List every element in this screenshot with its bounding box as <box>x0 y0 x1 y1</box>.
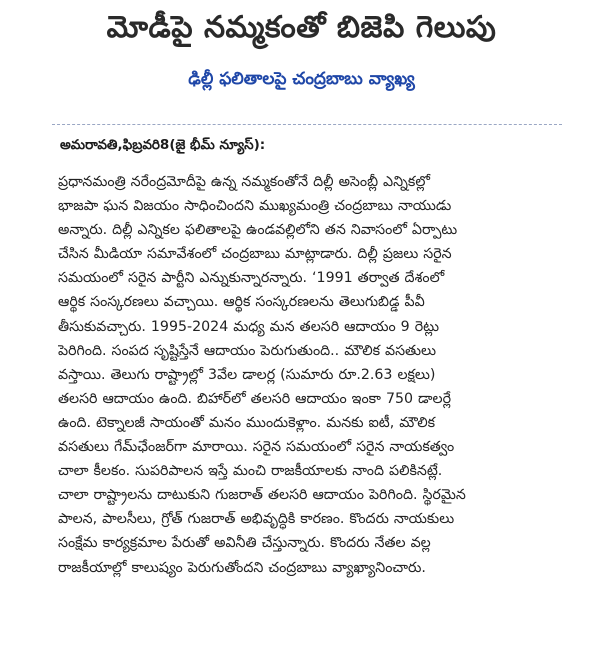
body-line: రాజకీయాల్లో కాలుష్యం పెరుగుతోందని చంద్రబాబు వ్యాఖ్యానించారు. <box>58 559 426 576</box>
article-subheadline: ఢిల్లీ ఫలితాలపై చంద్రబాబు వ్యాఖ్య <box>188 69 415 89</box>
body-line: చాలా కీలకం. సుపరిపాలన ఇస్తే మంచి రాజకీయాలకు నాంది పలికినట్లే. <box>58 463 443 480</box>
article-dateline: అమరావతి,ఫిబ్రవరి8(జై భీమ్ న్యూస్): <box>60 137 266 153</box>
body-line: ఉంది. టెక్నాలజీ సాయంతో మనం ముందుకెళ్లాం. మనకు ఐటీ, మౌలిక <box>58 414 436 431</box>
body-line: పెరిగింది. సంపద సృష్టిస్తేనే ఆదాయం పెరుగుతుంది.. మౌలిక వసతులు <box>58 342 436 359</box>
article-headline: మోడీపై నమ్మకంతో బిజెపి గెలుపు <box>106 10 497 45</box>
body-line: సంక్షేమ కార్యక్రమాల పేరుతో అవినీతి చేస్తున్నారు. కొందరు నేతల వల్ల <box>58 535 431 552</box>
body-line: సమయంలో సరైన పార్టీని ఎన్నుకున్నారన్నారు. ‘1991 తర్వాత దేశంలో <box>58 270 445 287</box>
body-line: వసతులు గేమ్‌ఛేంజర్‌గా మారాయి. సరైన సమయంలో సరైన నాయకత్వం <box>58 439 455 456</box>
divider-rule <box>52 124 562 125</box>
body-line: అన్నారు. దిల్లీ ఎన్నికల ఫలితాలపై ఉండవల్లిలోని తన నివాసంలో ఏర్పాటు <box>58 222 458 239</box>
article-body <box>58 170 558 580</box>
body-line: ప్రధానమంత్రి నరేంద్రమోదీపై ఉన్న నమ్మకంతోనే దిల్లీ అసెంబ్లీ ఎన్నికల్లో <box>58 174 430 190</box>
body-line: భాజపా ఘన విజయం సాధించిందని ముఖ్యమంత్రి చంద్రబాబు నాయుడు <box>58 198 452 215</box>
body-line: తీసుకువచ్చారు. 1995-2024 మధ్య మన తలసరి ఆదాయం 9 రెట్లు <box>58 318 439 335</box>
body-line: వస్తాయి. తెలుగు రాష్ట్రాల్లో 3వేల డాలర్ల (సుమారు రూ.2.63 లక్షలు) <box>58 366 436 383</box>
body-line: తలసరి ఆదాయం ఉంది. బిహార్‌లో తలసరి ఆదాయం ఇంకా 750 డాలర్లే <box>58 390 451 407</box>
body-line: చేసిన మీడియా సమావేశంలో చంద్రబాబు మాట్లాడారు. దిల్లీ ప్రజలు సరైన <box>58 246 452 263</box>
body-line: ఆర్థిక సంస్కరణలు వచ్చాయి. ఆర్థిక సంస్కరణలను తెలుగుబిడ్డ పీవీ <box>58 294 425 311</box>
body-line: చాలా రాష్ట్రాలను దాటుకుని గుజరాత్ తలసరి ఆదాయం పెరిగింది. స్థిరమైన <box>58 487 466 504</box>
body-line: పాలన, పాలసీలు, గ్రోత్ గుజరాత్ అభివృద్ధికి కారణం. కొందరు నాయకులు <box>58 511 455 528</box>
